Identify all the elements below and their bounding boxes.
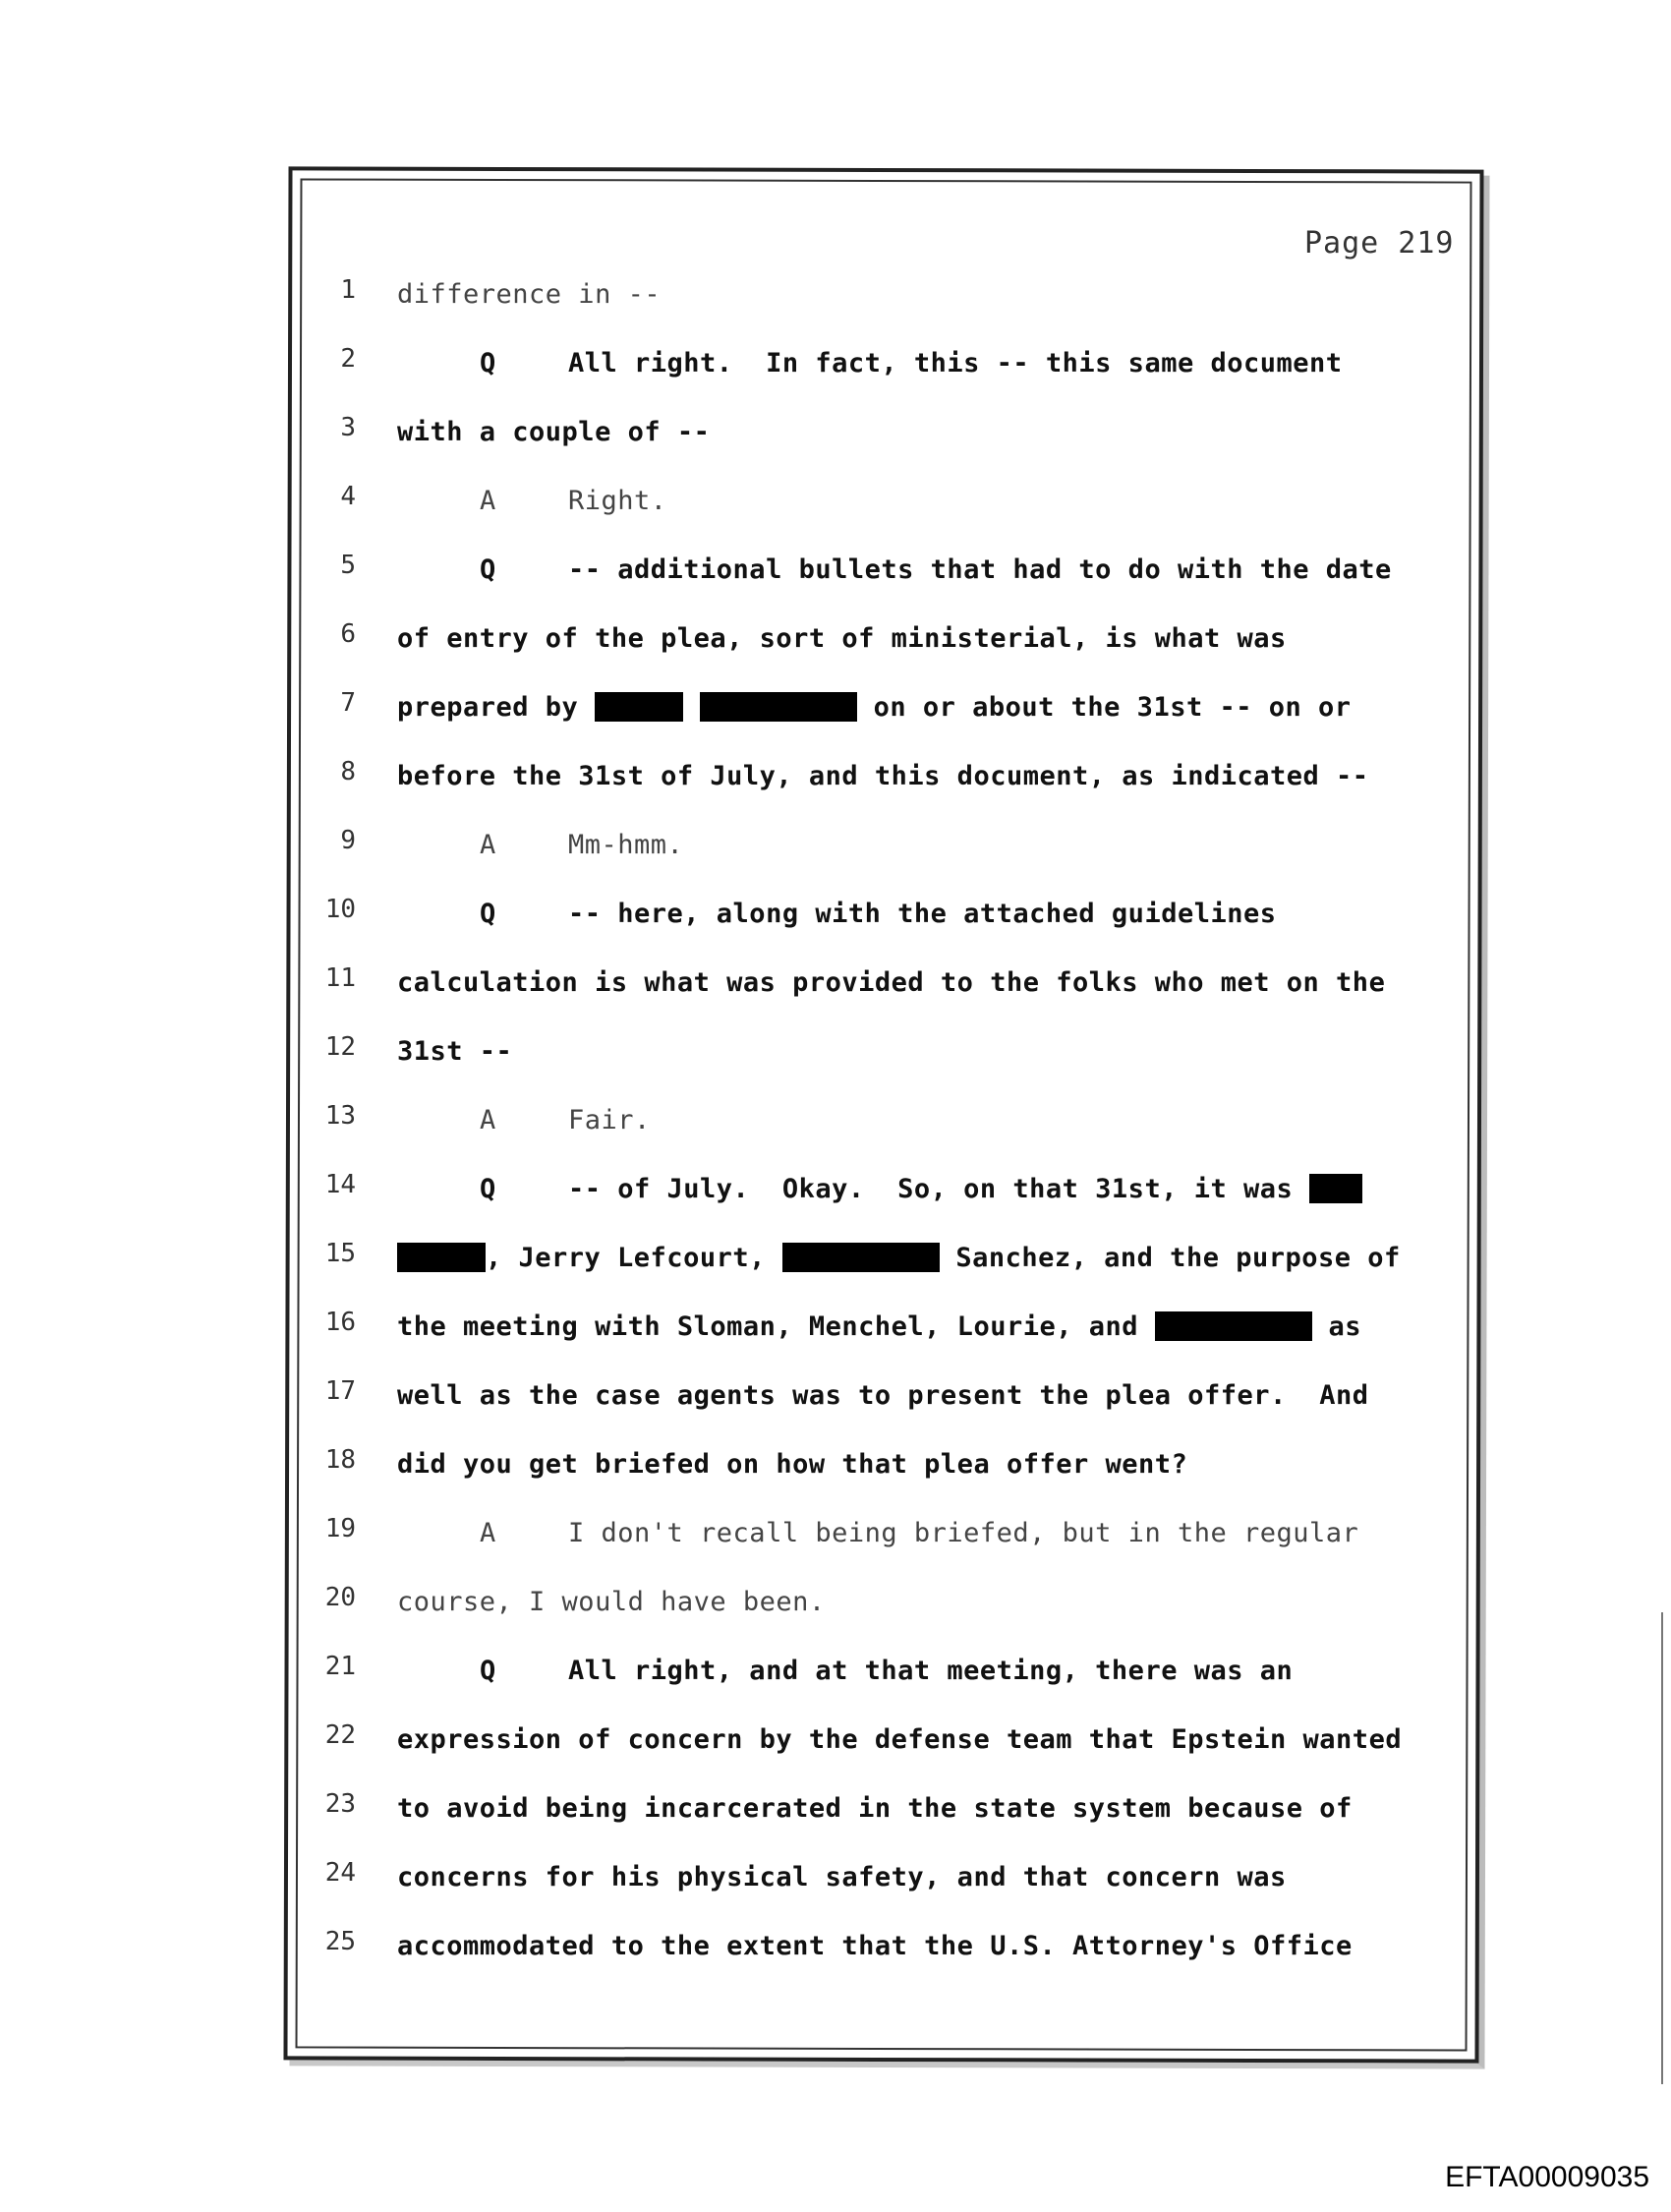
line-content: Mm-hmm. (568, 830, 684, 860)
line-number: 21 (324, 1652, 356, 1681)
line-number: 9 (340, 826, 356, 855)
line-text (397, 1243, 1401, 1273)
speaker-label: A (480, 1105, 496, 1135)
line-text: difference in -- (397, 279, 662, 310)
speaker-label: A (480, 486, 496, 516)
line-number: 18 (324, 1445, 356, 1475)
line-number: 11 (324, 963, 356, 993)
redaction-block (1155, 1311, 1312, 1341)
line-text (397, 899, 1276, 929)
speaker-label: A (480, 1518, 496, 1548)
transcript-line-14 (0, 1170, 1671, 1219)
line-number: 23 (324, 1789, 356, 1819)
line-text (397, 486, 667, 516)
line-text: did you get briefed on how that plea offer went? (397, 1449, 1188, 1480)
speaker-label: Q (480, 1174, 496, 1204)
bates-number: EFTA00009035 (1445, 2161, 1649, 2193)
line-number: 19 (324, 1514, 356, 1543)
line-number: 1 (340, 275, 356, 305)
transcript-line-24 (0, 1858, 1671, 1907)
line-number: 22 (324, 1720, 356, 1750)
speaker-label: Q (480, 1656, 496, 1686)
line-text (397, 1311, 1361, 1342)
redaction-block (1309, 1174, 1362, 1203)
transcript-line-15 (0, 1239, 1671, 1288)
line-content: Sanchez, and the purpose of (939, 1243, 1401, 1273)
redaction-block (595, 692, 683, 722)
line-number: 10 (324, 895, 356, 924)
line-text: concerns for his physical safety, and that concern was (397, 1862, 1287, 1892)
line-number: 7 (340, 688, 356, 718)
speaker-label: Q (480, 348, 496, 378)
line-text (397, 1174, 1362, 1204)
line-number: 8 (340, 757, 356, 786)
line-number: 17 (324, 1376, 356, 1406)
transcript-line-21 (0, 1652, 1671, 1701)
page-number: Page 219 (1304, 226, 1455, 261)
transcript-line-11 (0, 963, 1671, 1013)
line-number: 2 (340, 344, 356, 374)
line-number: 5 (340, 551, 356, 580)
line-text (397, 692, 1352, 723)
line-number: 13 (324, 1101, 356, 1131)
line-content: Right. (568, 486, 667, 516)
transcript-line-6 (0, 619, 1671, 669)
line-number: 14 (324, 1170, 356, 1199)
line-text: expression of concern by the defense team that Epstein wanted (397, 1724, 1403, 1755)
line-content: -- here, along with the attached guidelines (568, 899, 1277, 929)
line-content: prepared by (397, 692, 596, 723)
scan-edge-line (1661, 1612, 1663, 2084)
redaction-block (782, 1243, 940, 1272)
transcript-line-16 (0, 1308, 1671, 1357)
line-content: Fair. (568, 1105, 651, 1135)
line-text (397, 830, 683, 860)
redaction-block (700, 692, 857, 722)
transcript-line-9 (0, 826, 1671, 875)
line-number: 3 (340, 413, 356, 442)
redaction-block (397, 1243, 486, 1272)
line-content: -- additional bullets that had to do with the date (568, 554, 1392, 585)
line-content: as (1311, 1311, 1362, 1342)
line-number: 12 (324, 1032, 356, 1062)
transcript-line-5 (0, 551, 1671, 600)
line-content: , Jerry Lefcourt, (486, 1243, 782, 1273)
line-text: accommodated to the extent that the U.S. Attorney's Office (397, 1931, 1353, 1961)
line-text: of entry of the plea, sort of ministerial, is what was (397, 623, 1287, 654)
line-content: I don't recall being briefed, but in the regular (568, 1518, 1359, 1548)
transcript-line-8 (0, 757, 1671, 806)
line-number: 4 (340, 482, 356, 511)
transcript-line-1 (0, 275, 1671, 324)
speaker-label: Q (480, 554, 496, 585)
transcript-line-13 (0, 1101, 1671, 1150)
line-text: 31st -- (397, 1036, 513, 1067)
transcript-line-19 (0, 1514, 1671, 1563)
line-number: 16 (324, 1308, 356, 1337)
line-text (397, 1518, 1358, 1548)
line-text (397, 1105, 651, 1135)
line-content: on or about the 31st -- on or (856, 692, 1352, 723)
line-text (397, 554, 1392, 585)
line-text (397, 348, 1343, 378)
line-text: to avoid being incarcerated in the state system because of (397, 1793, 1353, 1824)
transcript-line-12 (0, 1032, 1671, 1081)
line-number: 24 (324, 1858, 356, 1888)
transcript-line-3 (0, 413, 1671, 462)
line-content: -- of July. Okay. So, on that 31st, it was (568, 1174, 1309, 1204)
line-content: the meeting with Sloman, Menchel, Lourie, and (397, 1311, 1155, 1342)
transcript-line-4 (0, 482, 1671, 531)
transcript-line-18 (0, 1445, 1671, 1494)
line-text: before the 31st of July, and this document, as indicated -- (397, 761, 1369, 791)
line-number: 20 (324, 1583, 356, 1612)
line-text: well as the case agents was to present the plea offer. And (397, 1380, 1369, 1411)
line-content: All right. In fact, this -- this same document (568, 348, 1343, 378)
line-text: with a couple of -- (397, 417, 711, 447)
line-number: 6 (340, 619, 356, 649)
transcript-line-17 (0, 1376, 1671, 1426)
line-text: calculation is what was provided to the folks who met on the (397, 967, 1386, 998)
line-number: 25 (324, 1927, 356, 1956)
line-text (397, 1656, 1293, 1686)
line-text: course, I would have been. (397, 1587, 826, 1617)
transcript-line-25 (0, 1927, 1671, 1976)
transcript-line-10 (0, 895, 1671, 944)
transcript-line-7 (0, 688, 1671, 737)
transcript-line-20 (0, 1583, 1671, 1632)
speaker-label: Q (480, 899, 496, 929)
speaker-label: A (480, 830, 496, 860)
transcript-line-23 (0, 1789, 1671, 1838)
line-number: 15 (324, 1239, 356, 1268)
transcript-line-22 (0, 1720, 1671, 1770)
transcript-line-2 (0, 344, 1671, 393)
line-content: All right, and at that meeting, there was an (568, 1656, 1294, 1686)
